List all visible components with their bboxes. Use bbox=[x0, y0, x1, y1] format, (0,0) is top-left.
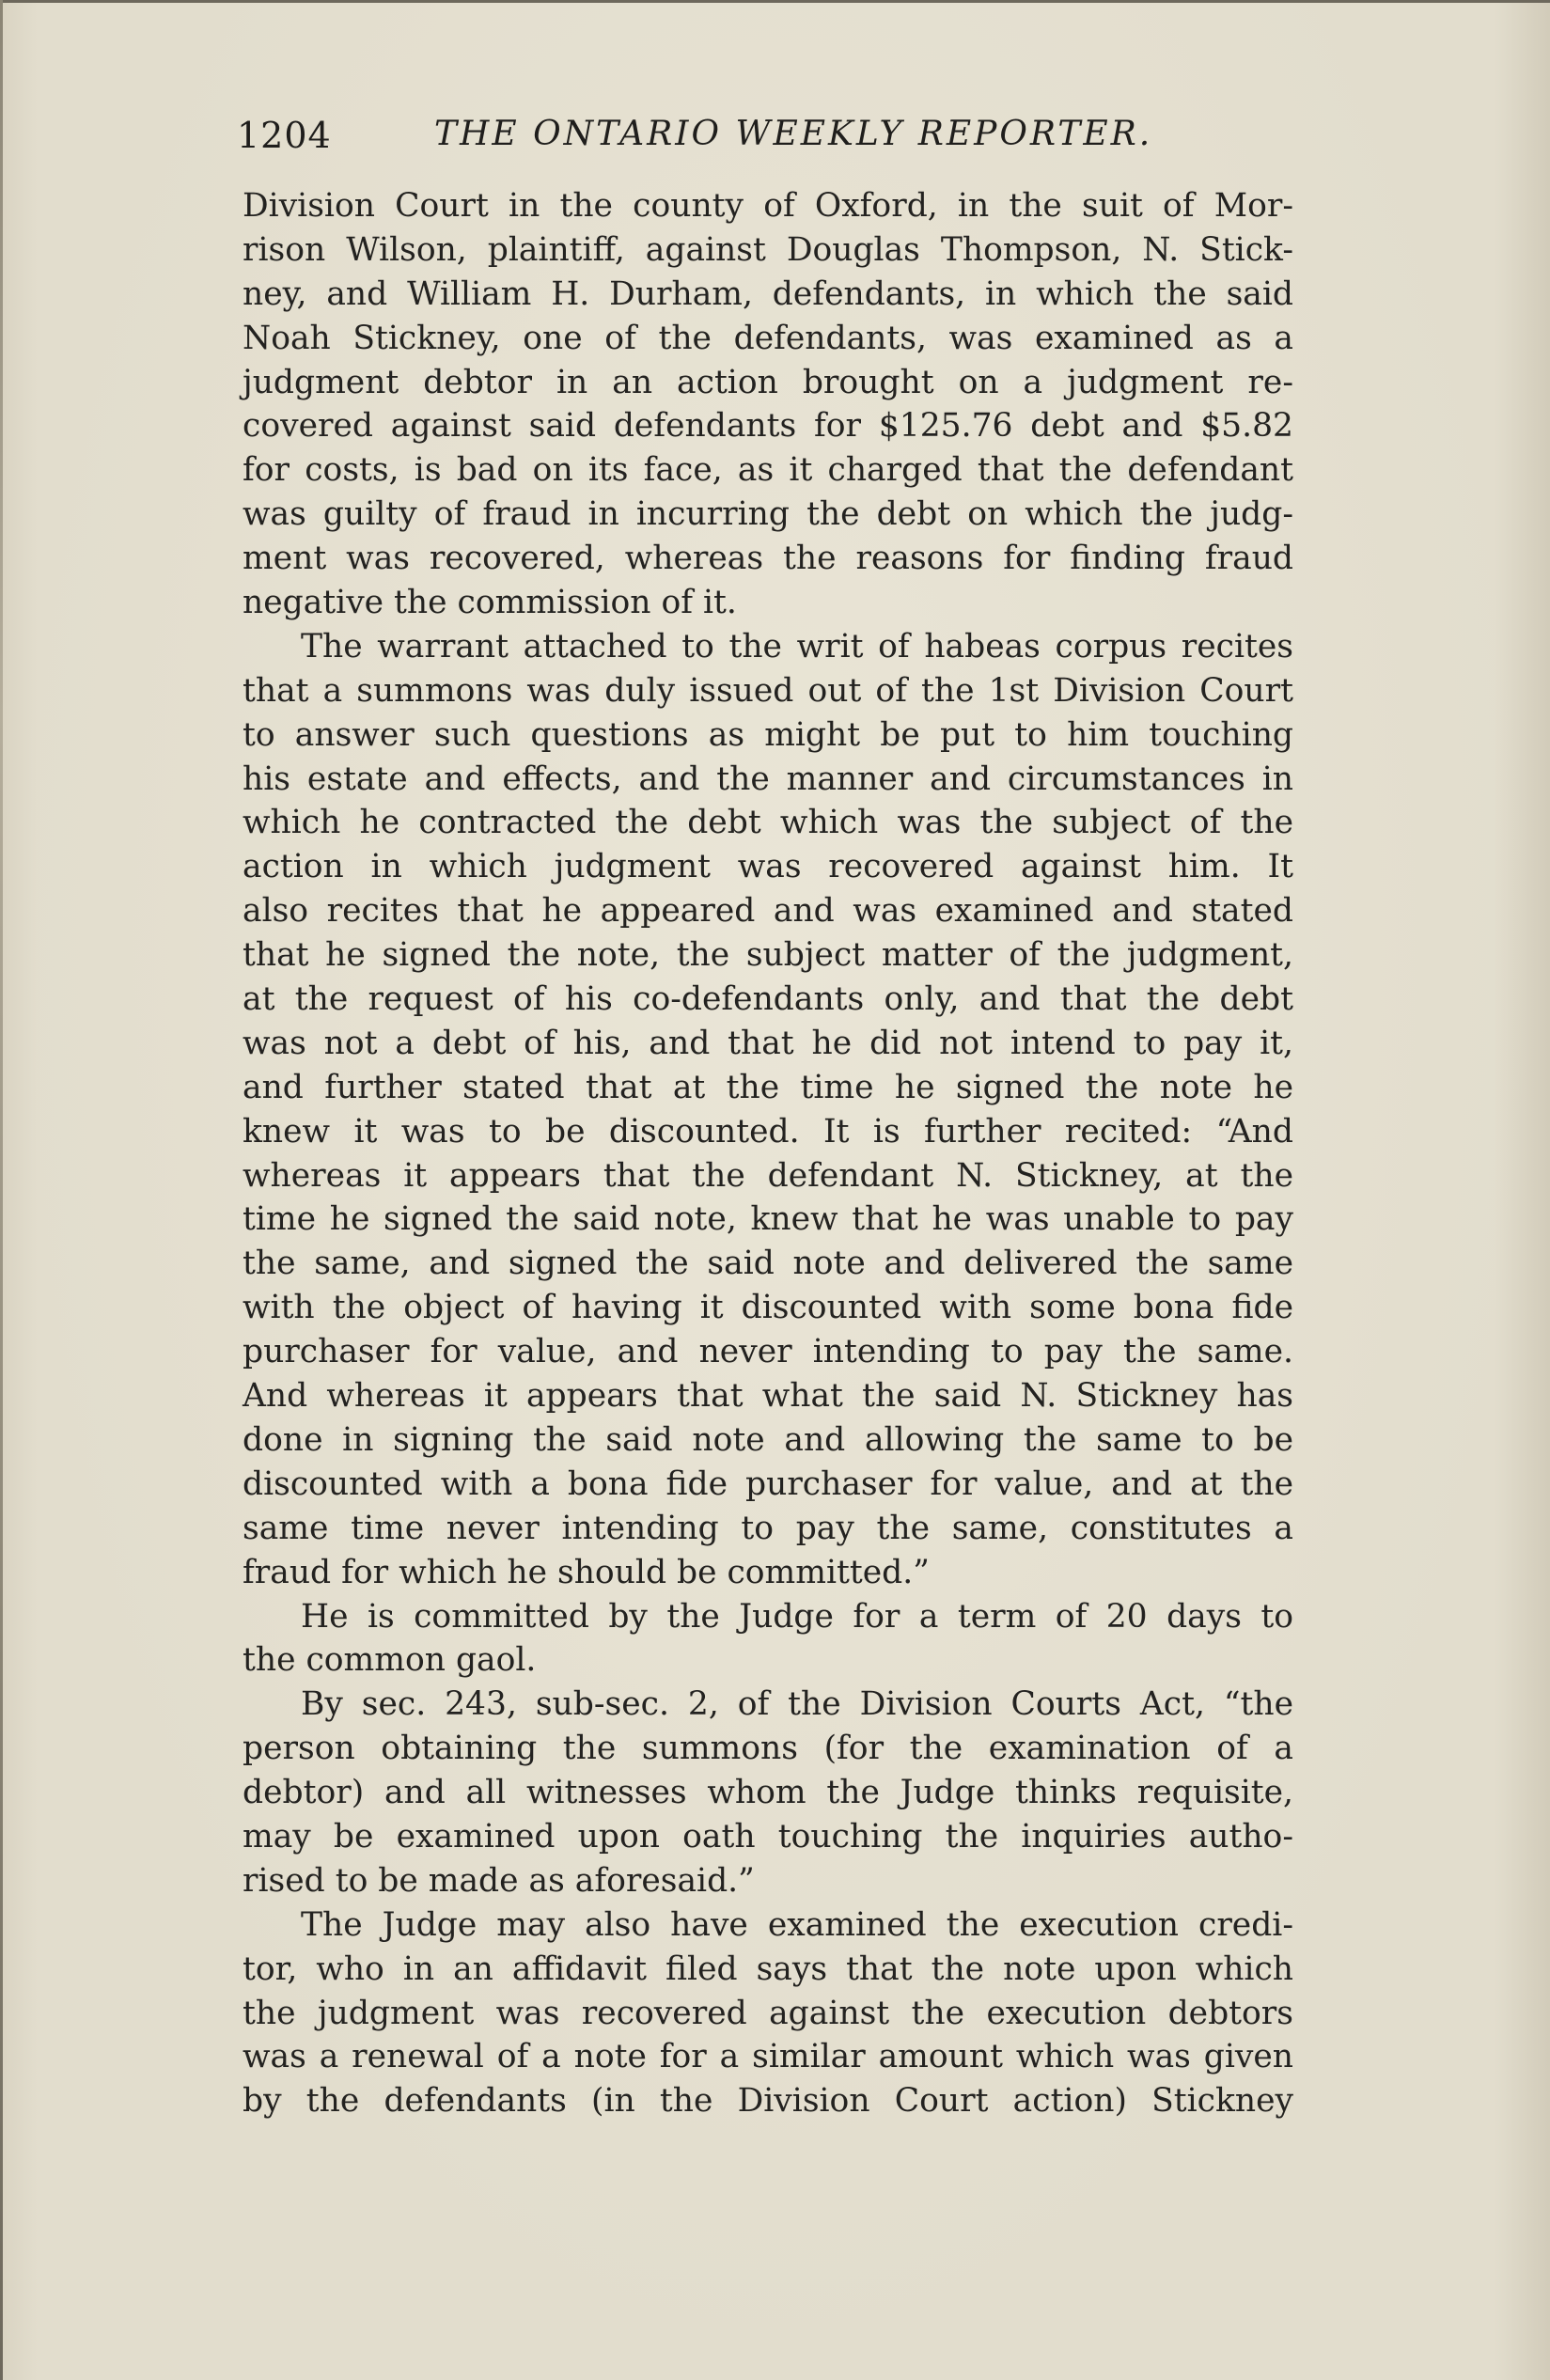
page-header bbox=[237, 111, 1290, 167]
paragraph-5 bbox=[243, 1903, 1293, 2123]
text-line: covered against said defendants for $125.76 debt and $5.82 bbox=[243, 407, 1293, 446]
text-line: the judgment was recovered against the execution debtors bbox=[243, 1994, 1293, 2032]
text-line: judgment debtor in an action brought on a judgment re- bbox=[243, 363, 1293, 401]
paragraph-2 bbox=[243, 625, 1293, 1595]
text-line: Division Court in the county of Oxford, in the suit of Mor- bbox=[243, 187, 1293, 225]
text-line: rised to be made as aforesaid.” bbox=[243, 1861, 755, 1900]
text-line: by the defendants (in the Division Court action) Stickney bbox=[243, 2082, 1293, 2121]
text-line: also recites that he appeared and was examined and stated bbox=[243, 892, 1293, 931]
text-line: tor, who in an affidavit filed says that the note upon which bbox=[243, 1949, 1293, 1988]
text-line: He is committed by the Judge for a term of 20 days to bbox=[301, 1597, 1293, 1636]
text-line: The warrant attached to the writ of habeas corpus recites bbox=[301, 627, 1293, 665]
text-line: discounted with a bona fide purchaser for value, and at the bbox=[243, 1464, 1293, 1503]
body-text bbox=[243, 184, 1293, 2123]
text-line: fraud for which he should be committed.” bbox=[243, 1553, 930, 1591]
text-line: Noah Stickney, one of the defendants, was examined as a bbox=[243, 319, 1293, 357]
text-line: with the object of having it discounted with some bona fide bbox=[243, 1289, 1293, 1327]
text-line: action in which judgment was recovered against him. It bbox=[243, 848, 1293, 886]
text-line: person obtaining the summons (for the examination of a bbox=[243, 1730, 1293, 1768]
text-line: the common gaol. bbox=[243, 1641, 537, 1680]
page-left-edge bbox=[0, 0, 3, 2380]
text-line: at the request of his co-defendants only, and that the debt bbox=[243, 980, 1293, 1019]
text-line: debtor) and all witnesses whom the Judge thinks requisite, bbox=[243, 1774, 1293, 1812]
text-line: rison Wilson, plaintiff, against Douglas Thompson, N. Stick- bbox=[243, 230, 1293, 269]
text-line: By sec. 243, sub-sec. 2, of the Division Courts Act, “the bbox=[301, 1685, 1293, 1724]
text-line: same time never intending to pay the same, constitutes a bbox=[243, 1509, 1293, 1547]
text-line: that he signed the note, the subject matter of the judgment, bbox=[243, 936, 1293, 975]
text-line: knew it was to be discounted. It is further recited: “And bbox=[243, 1112, 1293, 1151]
paragraph-1 bbox=[243, 184, 1293, 625]
paragraph-3 bbox=[243, 1595, 1293, 1683]
text-line: purchaser for value, and never intending to pay the same. bbox=[243, 1333, 1293, 1371]
text-line: The Judge may also have examined the execution credi- bbox=[301, 1905, 1293, 1944]
text-line: was a renewal of a note for a similar amount which was given bbox=[243, 2038, 1293, 2076]
text-line: And whereas it appears that what the said N. Stickney has bbox=[243, 1377, 1293, 1416]
text-line: done in signing the said note and allowing the same to be bbox=[243, 1420, 1293, 1459]
text-line: his estate and effects, and the manner and circumstances in bbox=[243, 759, 1293, 798]
page-top-edge bbox=[0, 0, 1550, 3]
text-line: negative the commission of it. bbox=[243, 584, 737, 622]
text-line: was not a debt of his, and that he did not intend to pay it, bbox=[243, 1024, 1293, 1062]
text-line: ment was recovered, whereas the reasons for finding fraud bbox=[243, 540, 1293, 578]
text-line: may be examined upon oath touching the inquiries autho- bbox=[243, 1817, 1293, 1855]
text-line: for costs, is bad on its face, as it charged that the defendant bbox=[243, 451, 1293, 490]
text-line: time he signed the said note, knew that he was unable to pay bbox=[243, 1200, 1293, 1239]
page-number: 1204 bbox=[237, 115, 332, 156]
text-line: the same, and signed the said note and delivered the same bbox=[243, 1245, 1293, 1283]
text-line: which he contracted the debt which was the subject of the bbox=[243, 804, 1293, 842]
paragraph-4 bbox=[243, 1683, 1293, 1902]
running-title: THE ONTARIO WEEKLY REPORTER. bbox=[434, 115, 1153, 153]
text-line: and further stated that at the time he signed the note he bbox=[243, 1068, 1293, 1106]
text-line: that a summons was duly issued out of the 1st Division Court bbox=[243, 671, 1293, 710]
text-line: to answer such questions as might be put to him touching bbox=[243, 715, 1293, 754]
text-line: whereas it appears that the defendant N. Stickney, at the bbox=[243, 1156, 1293, 1195]
text-line: ney, and William H. Durham, defendants, in which the said bbox=[243, 274, 1293, 313]
text-line: was guilty of fraud in incurring the debt on which the judg- bbox=[243, 495, 1293, 534]
